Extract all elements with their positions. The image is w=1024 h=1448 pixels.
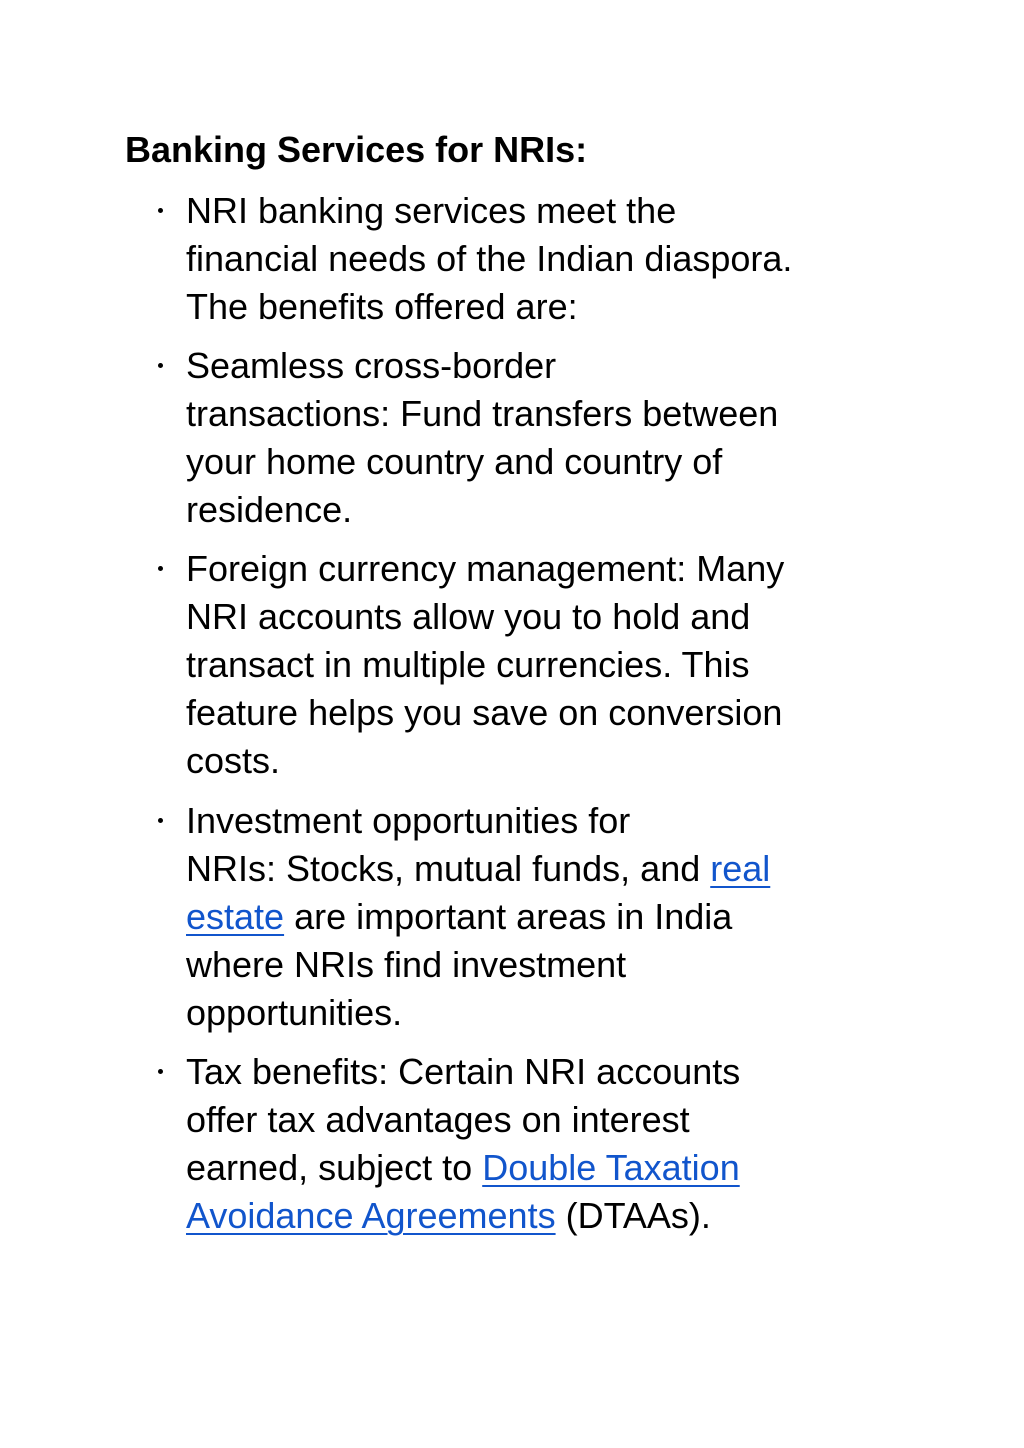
bullet-text-segment: NRIs: Stocks, mutual funds, and	[186, 848, 711, 889]
bullet-icon	[158, 1069, 163, 1074]
bullet-text-line: Investment opportunities for	[186, 800, 631, 841]
list-item-nri-banking	[186, 187, 886, 331]
bullet-text-line: offer tax advantages on interest	[186, 1099, 690, 1140]
bullet-text-line: opportunities.	[186, 992, 403, 1033]
real-estate-link[interactable]: real	[710, 848, 771, 889]
bullet-text-line: transact in multiple currencies. This	[186, 644, 750, 685]
bullet-text-line: residence.	[186, 489, 353, 530]
list-item-investment	[186, 797, 886, 1037]
real-estate-link-continued[interactable]: estate	[186, 896, 285, 937]
list-item-tax-benefits	[186, 1048, 886, 1240]
bullet-text-segment: (DTAAs).	[555, 1195, 711, 1236]
bullet-text-line: financial needs of the Indian diaspora.	[186, 238, 793, 279]
list-item-cross-border	[186, 342, 886, 534]
bullet-icon	[158, 566, 163, 571]
bullet-icon	[158, 363, 163, 368]
bullet-text-line: feature helps you save on conversion	[186, 692, 783, 733]
bullet-icon	[158, 208, 163, 213]
bullet-text-segment: earned, subject to	[186, 1147, 483, 1188]
bullet-text-line	[186, 1144, 886, 1192]
bullet-icon	[158, 818, 163, 823]
bullet-text-line: Foreign currency management: Many	[186, 548, 785, 589]
bullet-text-line: transactions: Fund transfers between	[186, 393, 779, 434]
bullet-text-segment: are important areas in India	[284, 896, 733, 937]
bullet-text-line	[186, 893, 886, 941]
bullet-text-line: your home country and country of	[186, 441, 723, 482]
dtaa-link-continued[interactable]: Avoidance Agreements	[186, 1195, 556, 1236]
bullet-text-line: NRI accounts allow you to hold and	[186, 596, 751, 637]
section-heading: Banking Services for NRIs:	[125, 129, 588, 170]
bullet-text-line: where NRIs find investment	[186, 944, 627, 985]
bullet-text-line	[186, 1192, 886, 1240]
bullet-text-line	[186, 845, 886, 893]
bullet-text-line: Seamless cross-border	[186, 345, 557, 386]
list-item-foreign-currency	[186, 545, 886, 785]
dtaa-link[interactable]: Double Taxation	[482, 1147, 740, 1188]
bullet-text-line: costs.	[186, 740, 281, 781]
bullet-text-line: The benefits offered are:	[186, 286, 578, 327]
bullet-text-line: Tax benefits: Certain NRI accounts	[186, 1051, 741, 1092]
bullet-text-line: NRI banking services meet the	[186, 190, 677, 231]
